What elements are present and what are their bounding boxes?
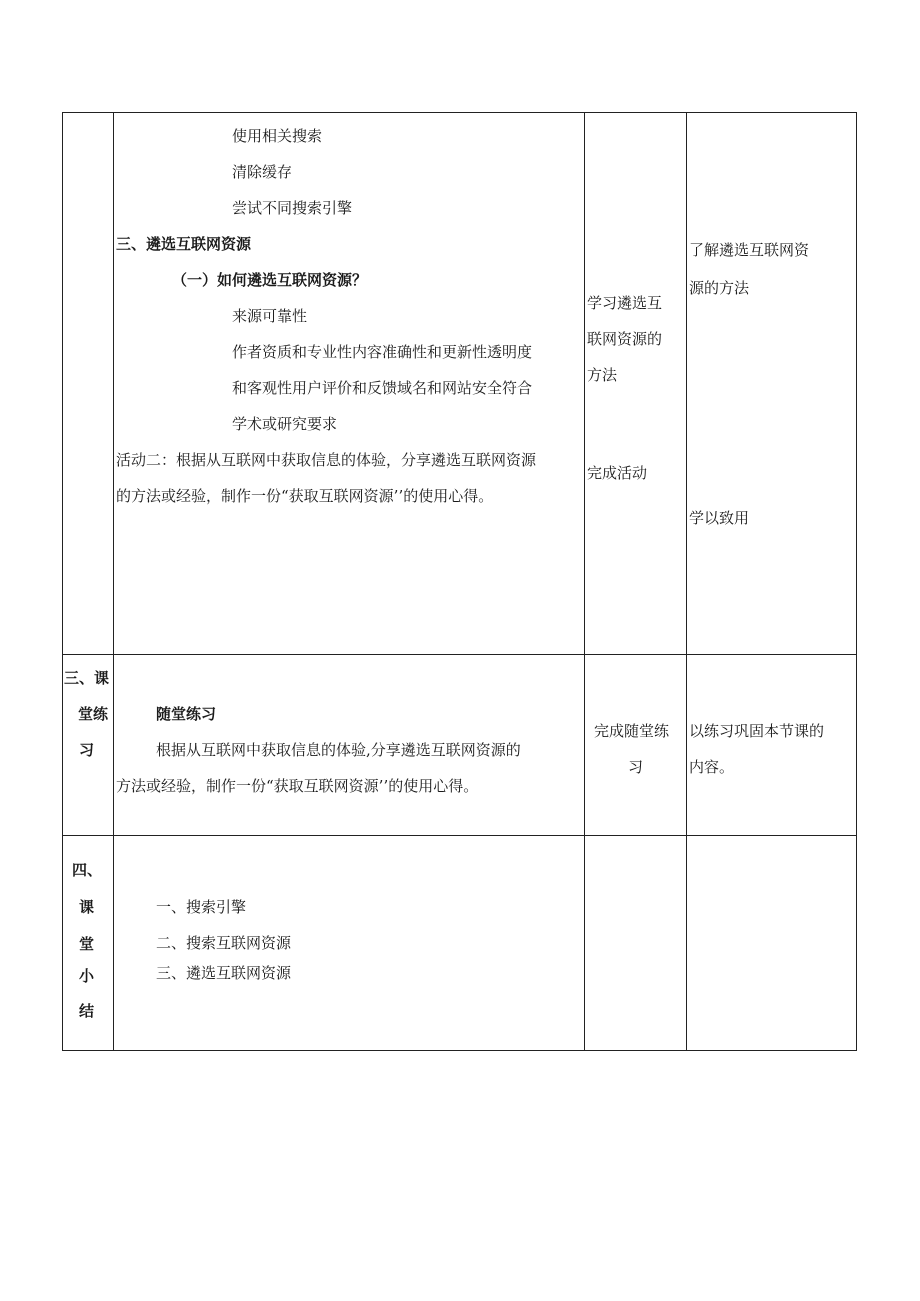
table-left-border xyxy=(62,112,63,1051)
column-divider-2 xyxy=(584,112,585,1051)
search-tip-clear-cache: 清除缓存 xyxy=(232,163,293,181)
row-divider-2 xyxy=(62,835,857,836)
section-heading: 三、遴选互联网资源 xyxy=(116,235,252,253)
summary-item-3: 三、遴选互联网资源 xyxy=(156,964,292,982)
summary-stage-line-3: 堂 xyxy=(79,935,95,953)
student-learn-line-2: 联网资源的 xyxy=(587,330,663,348)
summary-item-2: 二、搜索互联网资源 xyxy=(156,934,292,952)
search-tip-other-engines: 尝试不同搜索引擎 xyxy=(232,199,353,217)
column-divider-1 xyxy=(113,112,114,1051)
intent-line-2: 源的方法 xyxy=(689,279,750,297)
table-right-border xyxy=(856,112,857,1051)
search-tip-related: 使用相关搜索 xyxy=(232,127,323,145)
practice-line-2: 方法或经验，制作一份“获取互联网资源’’的使用心得。 xyxy=(116,777,479,795)
criteria-line-1: 作者资质和专业性内容准确性和更新性透明度 xyxy=(232,343,533,361)
summary-stage-line-2: 课 xyxy=(79,898,95,916)
intent-apply: 学以致用 xyxy=(689,509,750,527)
sub-heading: （一）如何遴选互联网资源？ xyxy=(172,271,368,289)
stage-label-line-2: 堂练 xyxy=(78,705,109,723)
table-top-border xyxy=(62,112,857,113)
intent-line-1: 了解遴选互联网资 xyxy=(689,241,810,259)
criteria-line-2: 和客观性用户评价和反馈域名和网站安全符合 xyxy=(232,379,533,397)
summary-stage-line-5: 结 xyxy=(79,1002,95,1020)
column-divider-3 xyxy=(686,112,687,1051)
criteria-line-3: 学术或研究要求 xyxy=(232,415,338,433)
criterion-source: 来源可靠性 xyxy=(232,307,308,325)
student-practice-line-2: 习 xyxy=(628,758,644,776)
summary-stage-line-4: 小 xyxy=(79,967,95,985)
practice-heading: 随堂练习 xyxy=(156,705,217,723)
intent-practice-line-2: 内容。 xyxy=(689,758,735,776)
row-divider-1 xyxy=(62,654,857,655)
student-activity: 完成活动 xyxy=(587,464,648,482)
summary-item-1: 一、搜索引擎 xyxy=(156,898,247,916)
summary-stage-line-1: 四、 xyxy=(72,861,103,879)
student-learn-line-1: 学习遴选互 xyxy=(587,294,663,312)
stage-label-line-1: 三、课 xyxy=(64,669,110,687)
activity-line-2: 的方法或经验，制作一份“获取互联网资源’’的使用心得。 xyxy=(116,487,494,505)
intent-practice-line-1: 以练习巩固本节课的 xyxy=(689,722,825,740)
table-bottom-border xyxy=(62,1050,857,1051)
practice-line-1: 根据从互联网中获取信息的体验,分享遴选互联网资源的 xyxy=(156,741,521,759)
student-learn-line-3: 方法 xyxy=(587,366,618,384)
stage-label-line-3: 习 xyxy=(79,741,95,759)
student-practice-line-1: 完成随堂练 xyxy=(594,722,670,740)
activity-line-1: 活动二：根据从互联网中获取信息的体验，分享遴选互联网资源 xyxy=(116,451,537,469)
